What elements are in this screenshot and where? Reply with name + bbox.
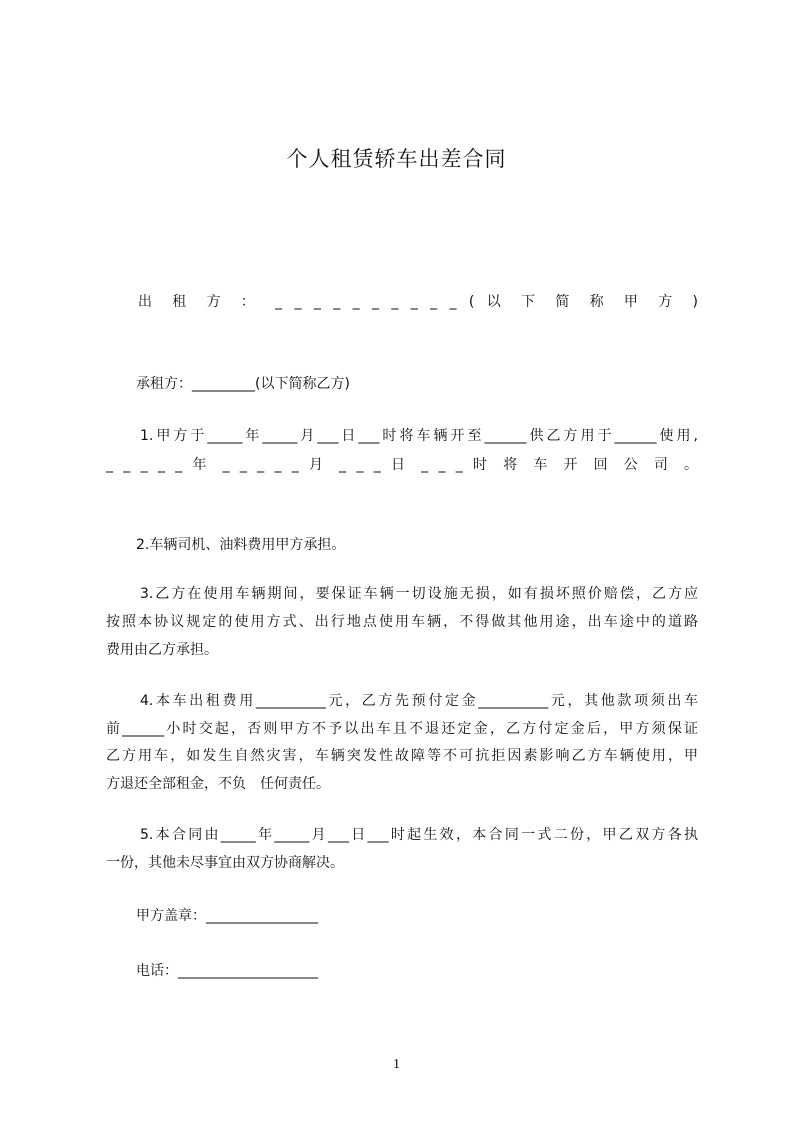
clause-1-line-1: 1.甲方于_____年_____月___日___时将车辆开至______供乙方用于______使用, [140, 428, 698, 444]
lessee-line: 承租方：_________(以下简称乙方) [136, 376, 350, 392]
clause-5-line-1: 5.本合同由_____年_____月___日___时起生效，本合同一式二份，甲乙双方各执 [140, 827, 698, 843]
lessor-line: 出 租 方 ： _ _ _ _ _ _ _ _ _ _ ( 以 下 简 称 甲 方 ) [138, 294, 698, 310]
seal-line: 甲方盖章：________________ [136, 908, 318, 924]
clause-3-line-2: 按照本协议规定的使用方式、出行地点使用车辆，不得做其他用途，出车途中的道路 [106, 614, 698, 630]
clause-4-line-4: 方退还全部租金，不负 任何责任。 [106, 776, 330, 792]
clause-4-line-2: 前______小时交起，否则甲方不予以出车且不退还定金，乙方付定金后，甲方须保证 [106, 721, 698, 737]
clause-3-line-1: 3.乙方在使用车辆期间，要保证车辆一切设施无损，如有损坏照价赔偿，乙方应 [140, 586, 698, 602]
clause-3-line-3: 费用由乙方承担。 [106, 642, 218, 658]
phone-line: 电话：____________________ [136, 963, 318, 979]
clause-5-line-2: 一份，其他未尽事宜由双方协商解决。 [106, 855, 344, 871]
clause-2-line-1: 2.车辆司机、油料费用甲方承担。 [136, 537, 346, 553]
page-number: 1 [393, 1057, 400, 1072]
clause-1-line-2: _ _ _ _ _ 年 _ _ _ _ _ 月 _ _ _ 日 _ _ _ 时 将 车 开 回 公 司 。 [106, 457, 698, 473]
clause-4-line-1: 4.本车出租费用__________元，乙方先预付定金__________元，其他款项须出车 [140, 693, 698, 709]
page-title: 个人租赁轿车出差合同 [286, 147, 507, 171]
clause-4-line-3: 乙方用车，如发生自然灾害，车辆突发性故障等不可抗拒因素影响乙方车辆使用，甲 [106, 748, 698, 764]
